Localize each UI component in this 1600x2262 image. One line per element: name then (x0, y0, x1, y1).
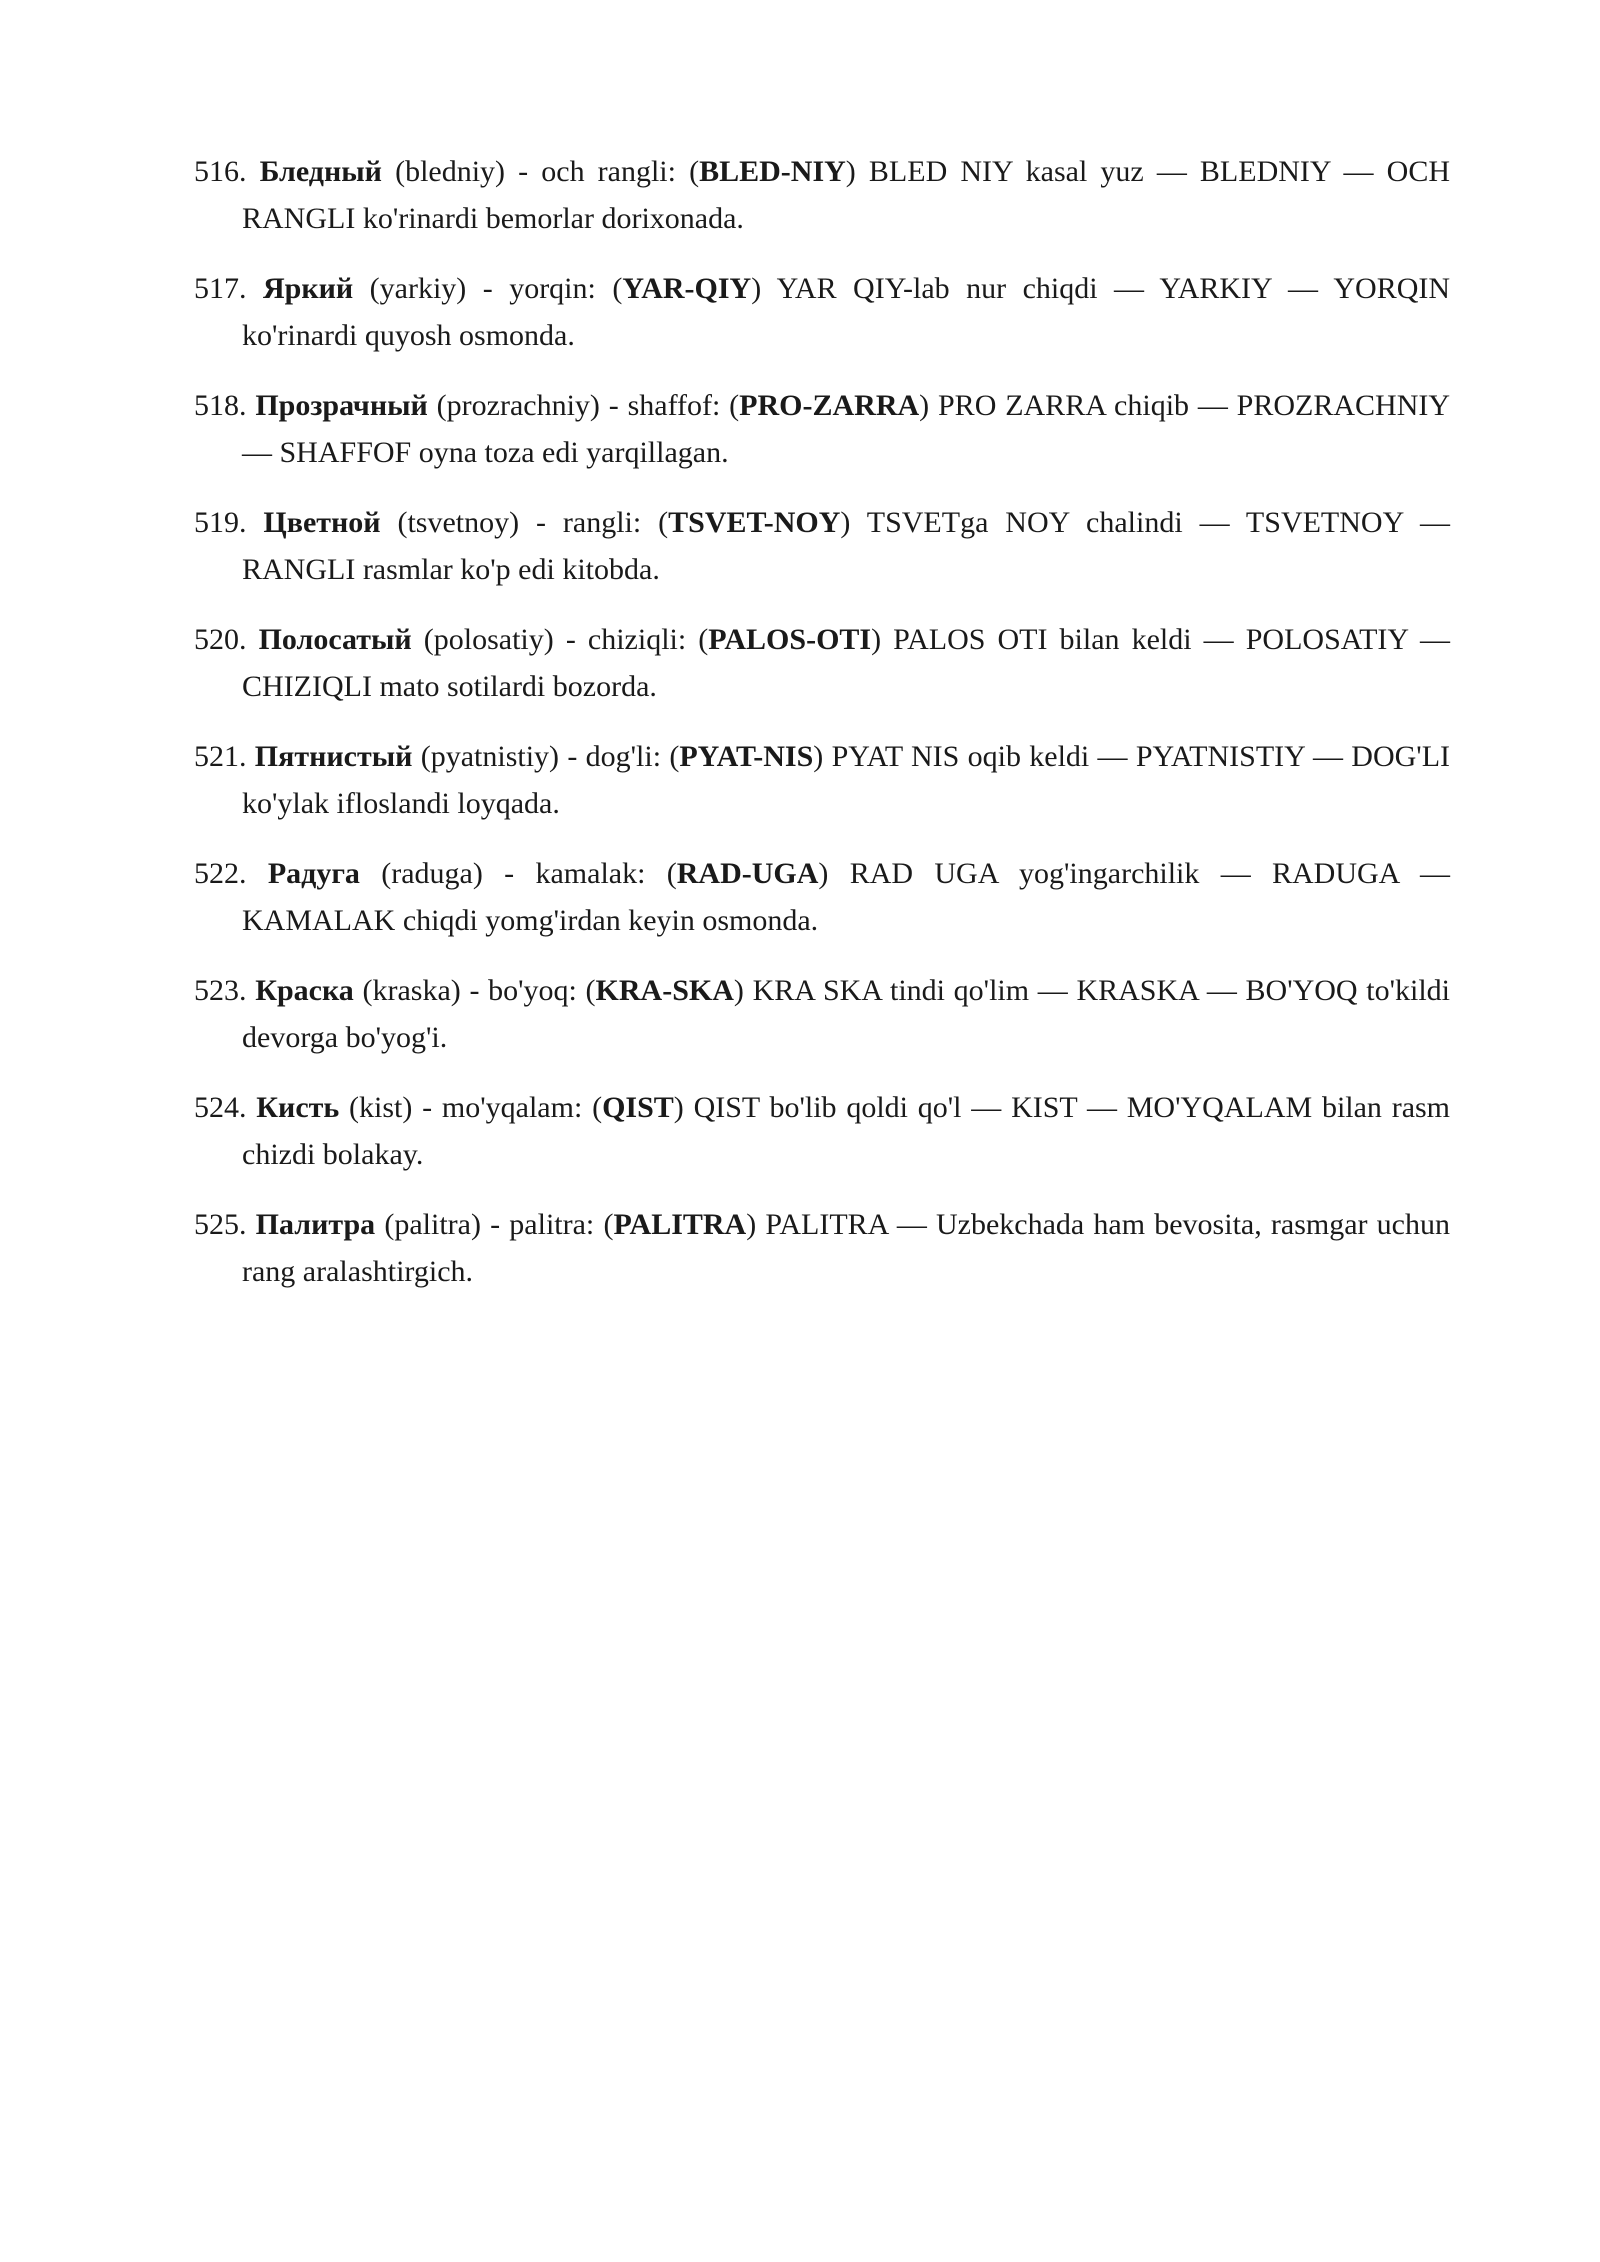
entry-meaning: - mo'yqalam: (422, 1091, 583, 1124)
entry-mnemonic: PALOS-OTI (708, 623, 872, 656)
entry-sentence: KRA SKA tindi qo'lim — KRASKA — BO'YOQ to'kildi devorga bo'yog'i. (242, 974, 1451, 1054)
entry-word: Палитра (255, 1208, 376, 1241)
entry-number: 517. (194, 272, 247, 305)
entry-word: Цветной (263, 506, 381, 539)
entry-word: Краска (255, 974, 354, 1007)
entry-transliteration: (kist) (349, 1091, 413, 1124)
entry-number: 523. (194, 974, 247, 1007)
entry-sentence: PYAT NIS oqib keldi — PYATNISTIY — DOG'LI ko'ylak ifloslandi loyqada. (242, 740, 1451, 820)
entry-transliteration: (palitra) (384, 1208, 481, 1241)
entry-meaning: - och rangli: (518, 155, 676, 188)
entry-meaning: - bo'yoq: (469, 974, 577, 1007)
entry-word: Радуга (267, 857, 360, 890)
entry-mnemonic: PRO-ZARRA (739, 389, 920, 422)
entry-word: Кисть (256, 1091, 340, 1124)
entry-number: 522. (194, 857, 247, 890)
entry-word: Полосатый (258, 623, 412, 656)
entry-number: 516. (194, 155, 247, 188)
list-item: 518. Прозрачный (prozrachniy) - shaffof: (PRO-ZARRA) PRO ZARRA chiqib — PROZRACHNIY — SHAFFOF oyna toza edi yarqillagan. (194, 389, 1451, 469)
entry-meaning: - chiziqli: (565, 623, 687, 656)
entry-mnemonic: BLED-NIY (699, 155, 846, 188)
entry-number: 524. (194, 1091, 247, 1124)
entry-mnemonic: TSVET-NOY (668, 506, 841, 539)
entry-word: Яркий (262, 272, 354, 305)
entry-sentence: YAR QIY-lab nur chiqdi — YARKIY — YORQIN ko'rinardi quyosh osmonda. (242, 272, 1451, 352)
list-item: 520. Полосатый (polosatiy) - chiziqli: (PALOS-OTI) PALOS OTI bilan keldi — POLOSATIY — CHIZIQLI mato sotilardi bozorda. (194, 623, 1451, 703)
list-item: 521. Пятнистый (pyatnistiy) - dog'li: (PYAT-NIS) PYAT NIS oqib keldi — PYATNISTIY — DOG'LI ko'ylak ifloslandi loyqada. (194, 740, 1451, 820)
entry-number: 525. (194, 1208, 247, 1241)
entry-sentence: QIST bo'lib qoldi qo'l — KIST — MO'YQALAM bilan rasm chizdi bolakay. (242, 1091, 1451, 1171)
list-item: 525. Палитра (palitra) - palitra: (PALITRA) PALITRA — Uzbekchada ham bevosita, rasmgar uchun rang aralashtirgich. (194, 1208, 1450, 1288)
list-item: 524. Кисть (kist) - mo'yqalam: (QIST) QIST bo'lib qoldi qo'l — KIST — MO'YQALAM bilan rasm chizdi bolakay. (194, 1091, 1451, 1171)
entry-transliteration: (pyatnistiy) (420, 740, 560, 773)
entry-sentence: PRO ZARRA chiqib — PROZRACHNIY — SHAFFOF oyna toza edi yarqillagan. (242, 389, 1451, 469)
list-item: 523. Краска (kraska) - bo'yoq: (KRA-SKA) KRA SKA tindi qo'lim — KRASKA — BO'YOQ to'kildi devorga bo'yog'i. (194, 974, 1451, 1054)
entry-word: Прозрачный (255, 389, 428, 422)
entry-number: 519. (194, 506, 247, 539)
list-item: 517. Яркий (yarkiy) - yorqin: (YAR-QIY) YAR QIY-lab nur chiqdi — YARKIY — YORQIN ko'rinardi quyosh osmonda. (194, 272, 1451, 352)
entry-sentence: RAD UGA yog'ingarchilik — RADUGA — KAMALAK chiqdi yomg'irdan keyin osmonda. (242, 857, 1450, 937)
entry-meaning: - yorqin: (482, 272, 596, 305)
entry-transliteration: (kraska) (362, 974, 461, 1007)
entry-transliteration: (polosatiy) (423, 623, 554, 656)
entry-sentence: BLED NIY kasal yuz — BLEDNIY — OCH RANGLI ko'rinardi bemorlar dorixonada. (242, 155, 1451, 235)
entry-mnemonic: YAR-QIY (622, 272, 752, 305)
entry-mnemonic: PYAT-NIS (679, 740, 814, 773)
entry-word: Пятнистый (254, 740, 413, 773)
entry-meaning: - kamalak: (504, 857, 646, 890)
entry-number: 520. (194, 623, 247, 656)
list-item: 522. Радуга (raduga) - kamalak: (RAD-UGA) RAD UGA yog'ingarchilik — RADUGA — KAMALAK chiqdi yomg'irdan keyin osmonda. (194, 857, 1450, 937)
entry-number: 521. (194, 740, 247, 773)
entry-mnemonic: QIST (602, 1091, 674, 1124)
entry-transliteration: (bledniy) (395, 155, 506, 188)
entry-meaning: - rangli: (536, 506, 642, 539)
entry-meaning: - shaffof: (608, 389, 721, 422)
list-item: 519. Цветной (tsvetnoy) - rangli: (TSVET-NOY) TSVETga NOY chalindi — TSVETNOY — RANGLI rasmlar ko'p edi kitobda. (194, 506, 1451, 586)
entry-sentence: PALOS OTI bilan keldi — POLOSATIY — CHIZIQLI mato sotilardi bozorda. (242, 623, 1451, 703)
entry-mnemonic: RAD-UGA (676, 857, 819, 890)
entry-sentence: PALITRA — Uzbekchada ham bevosita, rasmgar uchun rang aralashtirgich. (242, 1208, 1450, 1288)
entry-word: Бледный (259, 155, 382, 188)
entry-meaning: - dog'li: (567, 740, 662, 773)
entry-transliteration: (tsvetnoy) (397, 506, 520, 539)
entry-transliteration: (raduga) (381, 857, 483, 890)
entry-mnemonic: KRA-SKA (595, 974, 734, 1007)
entry-meaning: - palitra: (490, 1208, 595, 1241)
entry-number: 518. (194, 389, 247, 422)
entry-mnemonic: PALITRA (613, 1208, 747, 1241)
entry-sentence: TSVETga NOY chalindi — TSVETNOY — RANGLI rasmlar ko'p edi kitobda. (242, 506, 1451, 586)
entry-transliteration: (yarkiy) (369, 272, 467, 305)
list-item: 516. Бледный (bledniy) - och rangli: (BLED-NIY) BLED NIY kasal yuz — BLEDNIY — OCH RANGLI ko'rinardi bemorlar dorixonada. (194, 155, 1451, 235)
entry-transliteration: (prozrachniy) (436, 389, 600, 422)
vocabulary-list (194, 148, 1450, 1318)
